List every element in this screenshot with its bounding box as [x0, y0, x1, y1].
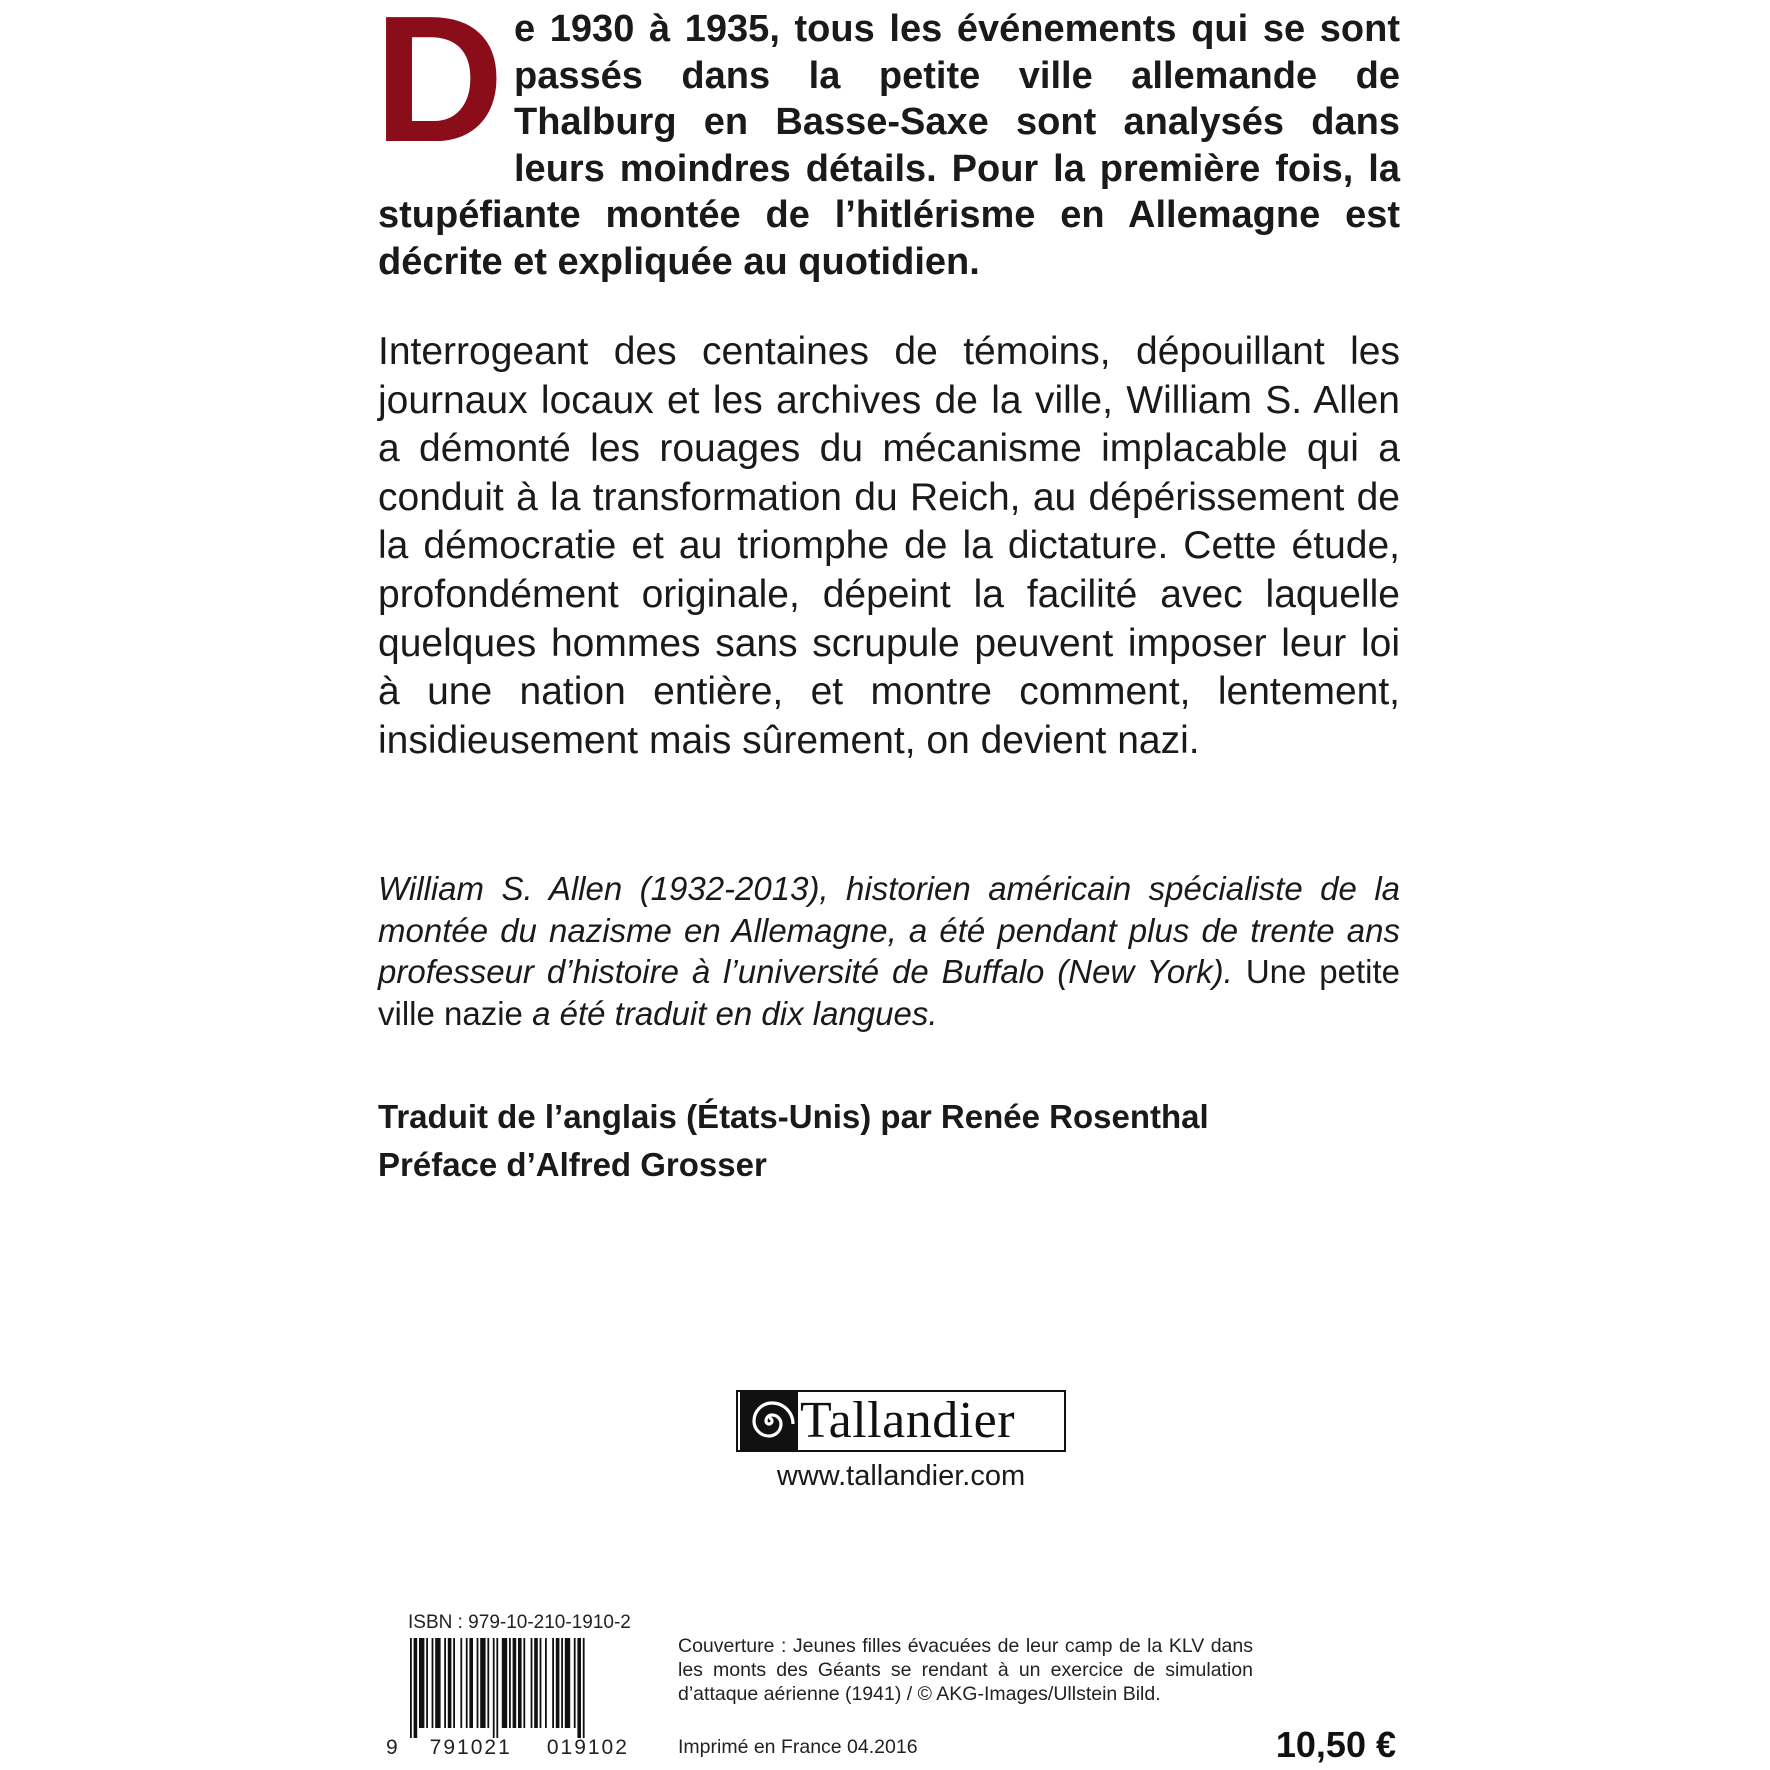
barcode-bar	[561, 1638, 563, 1728]
barcode-first-digit: 9	[386, 1736, 398, 1759]
barcode-bar	[432, 1638, 434, 1728]
barcode	[408, 1638, 648, 1738]
barcode-bar	[509, 1638, 511, 1728]
drop-cap: D	[374, 0, 500, 180]
barcode-bar	[518, 1638, 522, 1728]
barcode-bar	[444, 1638, 446, 1728]
barcode-bar	[583, 1638, 585, 1738]
barcode-bar	[453, 1638, 455, 1728]
publisher-name: Tallandier	[800, 1392, 1016, 1449]
barcode-bar	[496, 1638, 498, 1738]
barcode-bar	[469, 1638, 473, 1728]
barcode-bar	[466, 1638, 468, 1728]
barcode-bar	[419, 1638, 424, 1728]
barcode-bar	[435, 1638, 440, 1728]
barcode-bar	[410, 1638, 412, 1738]
body-paragraph: Interrogeant des centaines de témoins, dépouillant les journaux locaux et les archives de la ville, William S. Allen a démonté les rouages du mécanisme implacable qui a conduit à la transformation du Reich, au dépérissement de la démocratie et au triomphe de la dictature. Cette étude, profondément originale, dépeint la facilité avec laquelle quelques hommes sans scrupule peuvent imposer leur loi à une nation entière, et montre comment, lentement, insidieusement mais sûrement, on devient nazi.	[378, 330, 1400, 762]
barcode-bar	[460, 1638, 462, 1728]
publisher-website[interactable]: www.tallandier.com	[776, 1460, 1026, 1492]
barcode-bar	[531, 1638, 533, 1728]
barcode-bar	[545, 1638, 547, 1728]
barcode-bar	[487, 1638, 489, 1728]
barcode-bar	[477, 1638, 479, 1728]
barcode-bar	[448, 1638, 452, 1728]
credits	[378, 1093, 1400, 1189]
barcode-bar	[577, 1638, 581, 1738]
barcode-digits	[386, 1736, 656, 1760]
isbn: ISBN : 979-10-210-1910-2	[408, 1612, 631, 1633]
barcode-bar	[502, 1638, 507, 1728]
intro-text: e 1930 à 1935, tous les événements qui se sont passés dans la petite ville allemande de Thalburg en Basse-Saxe sont analysés dans leurs moindres détails. Pour la première fois, la stupéfiante montée de l’hitlérisme en Allemagne est décrite et expliquée au quotidien.	[378, 8, 1400, 283]
author-bio-translations: a été traduit en dix langues.	[522, 994, 938, 1032]
barcode-bar	[552, 1638, 554, 1728]
preface-credit: Préface d’Alfred Grosser	[378, 1146, 767, 1183]
barcode-bar	[493, 1638, 495, 1738]
barcode-bar	[480, 1638, 485, 1728]
barcode-bar	[414, 1638, 418, 1738]
publisher-logo	[736, 1390, 1066, 1452]
book-title: Une petite ville nazie	[378, 953, 1401, 1032]
barcode-bar	[426, 1638, 428, 1728]
barcode-left-group: 791021	[429, 1736, 512, 1759]
barcode-bar	[574, 1638, 576, 1728]
price: 10,50 €	[1275, 1724, 1396, 1765]
printed-in: Imprimé en France 04.2016	[678, 1736, 918, 1758]
cover-credit: Couverture : Jeunes filles évacuées de leur camp de la KLV dans les monts des Géants se rendant à un exercice de simulation d’attaque aérienne (1941) / © AKG-Images/Ullstein Bild.	[678, 1635, 1253, 1705]
barcode-bar	[540, 1638, 542, 1728]
intro-paragraph	[374, 0, 1400, 285]
barcode-bar	[523, 1638, 525, 1728]
barcode-bar	[565, 1638, 570, 1728]
translator-credit: Traduit de l’anglais (États-Unis) par Renée Rosenthal	[378, 1098, 1209, 1135]
author-bio-text: William S. Allen (1932-2013), historien américain spécialiste de la montée du nazisme en Allemagne, a été pendant plus de trente ans professeur d’histoire à l’université de Buffalo (New York).	[378, 870, 1400, 990]
barcode-right-group: 019102	[546, 1736, 629, 1759]
spiral-icon	[740, 1392, 798, 1450]
barcode-bar	[534, 1638, 538, 1728]
barcode-bar	[556, 1638, 560, 1728]
barcode-bar	[513, 1638, 517, 1728]
author-bio	[378, 868, 1400, 1034]
